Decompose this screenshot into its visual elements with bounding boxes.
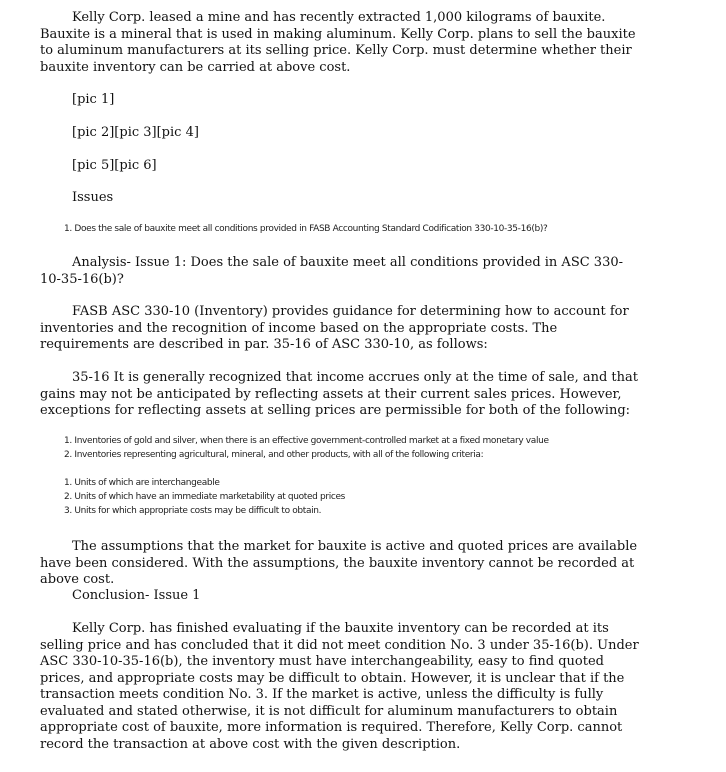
issues-list <box>64 222 684 236</box>
criteria-item: 2. Units of which have an immediate marketability at quoted prices <box>64 492 346 502</box>
conclusion-paragraph: Kelly Corp. has finished evaluating if the bauxite inventory can be recorded at its selling price and has concluded that it did not meet condition No. 3 under 35-16(b). Under ASC 330-10-35-16(b), the inventory must have interchangeability, easy to find quoted prices, and appropriate costs may be difficult to obtain. However, it is unclear that if the transaction meets condition No. 3. If the market is active, unless the difficulty is fully evaluated and stated otherwise, it is not difficult for aluminum manufacturers to obtain appropriate cost of bauxite, more information is required. Therefore, Kelly Corp. cannot record the transaction at above cost with the given description. <box>40 621 639 752</box>
issue-item: 1. Does the sale of bauxite meet all conditions provided in FASB Accounting Standard Codification 330-10-35-16(b)? <box>64 224 548 234</box>
analysis-heading: Analysis- Issue 1: Does the sale of bauxite meet all conditions provided in ASC 330-10-35-16(b)? <box>40 255 624 287</box>
conclusion-heading: Conclusion- Issue 1 <box>72 588 201 603</box>
criteria-item: 3. Units for which appropriate costs may be difficult to obtain. <box>64 506 322 516</box>
quote-paragraph: 35-16 It is generally recognized that income accrues only at the time of sale, and that gains may not be anticipated by reflecting assets at their current sales prices. However, exceptions for reflecting assets at selling prices are permissible for both of the following: <box>40 370 639 418</box>
criteria-item: 1. Units of which are interchangeable <box>64 478 220 488</box>
picture-placeholder-3: [pic 5][pic 6] <box>72 158 157 173</box>
assumptions-paragraph: The assumptions that the market for bauxite is active and quoted prices are available have been considered. With the assumptions, the bauxite inventory cannot be recorded at above cost. <box>40 539 638 587</box>
fasb-paragraph: FASB ASC 330-10 (Inventory) provides guidance for determining how to account for inventories and the recognition of income based on the appropriate costs. The requirements are described in par. 35-16 of ASC 330-10, as follows: <box>40 304 629 352</box>
criteria-list <box>64 476 684 518</box>
issues-heading: Issues <box>72 190 114 205</box>
exception-item: 1. Inventories of gold and silver, when there is an effective government-controlled market at a fixed monetary value <box>64 436 549 446</box>
picture-placeholder-1: [pic 1] <box>72 92 115 107</box>
picture-placeholder-2: [pic 2][pic 3][pic 4] <box>72 125 199 140</box>
exception-item: 2. Inventories representing agricultural, mineral, and other products, with all of the following criteria: <box>64 450 484 460</box>
exceptions-list <box>64 434 684 462</box>
intro-paragraph: Kelly Corp. leased a mine and has recently extracted 1,000 kilograms of bauxite. Bauxite is a mineral that is used in making aluminum. Kelly Corp. plans to sell the bauxite to aluminum manufacturers at its selling price. Kelly Corp. must determine whether their bauxite inventory can be carried at above cost. <box>40 10 636 75</box>
